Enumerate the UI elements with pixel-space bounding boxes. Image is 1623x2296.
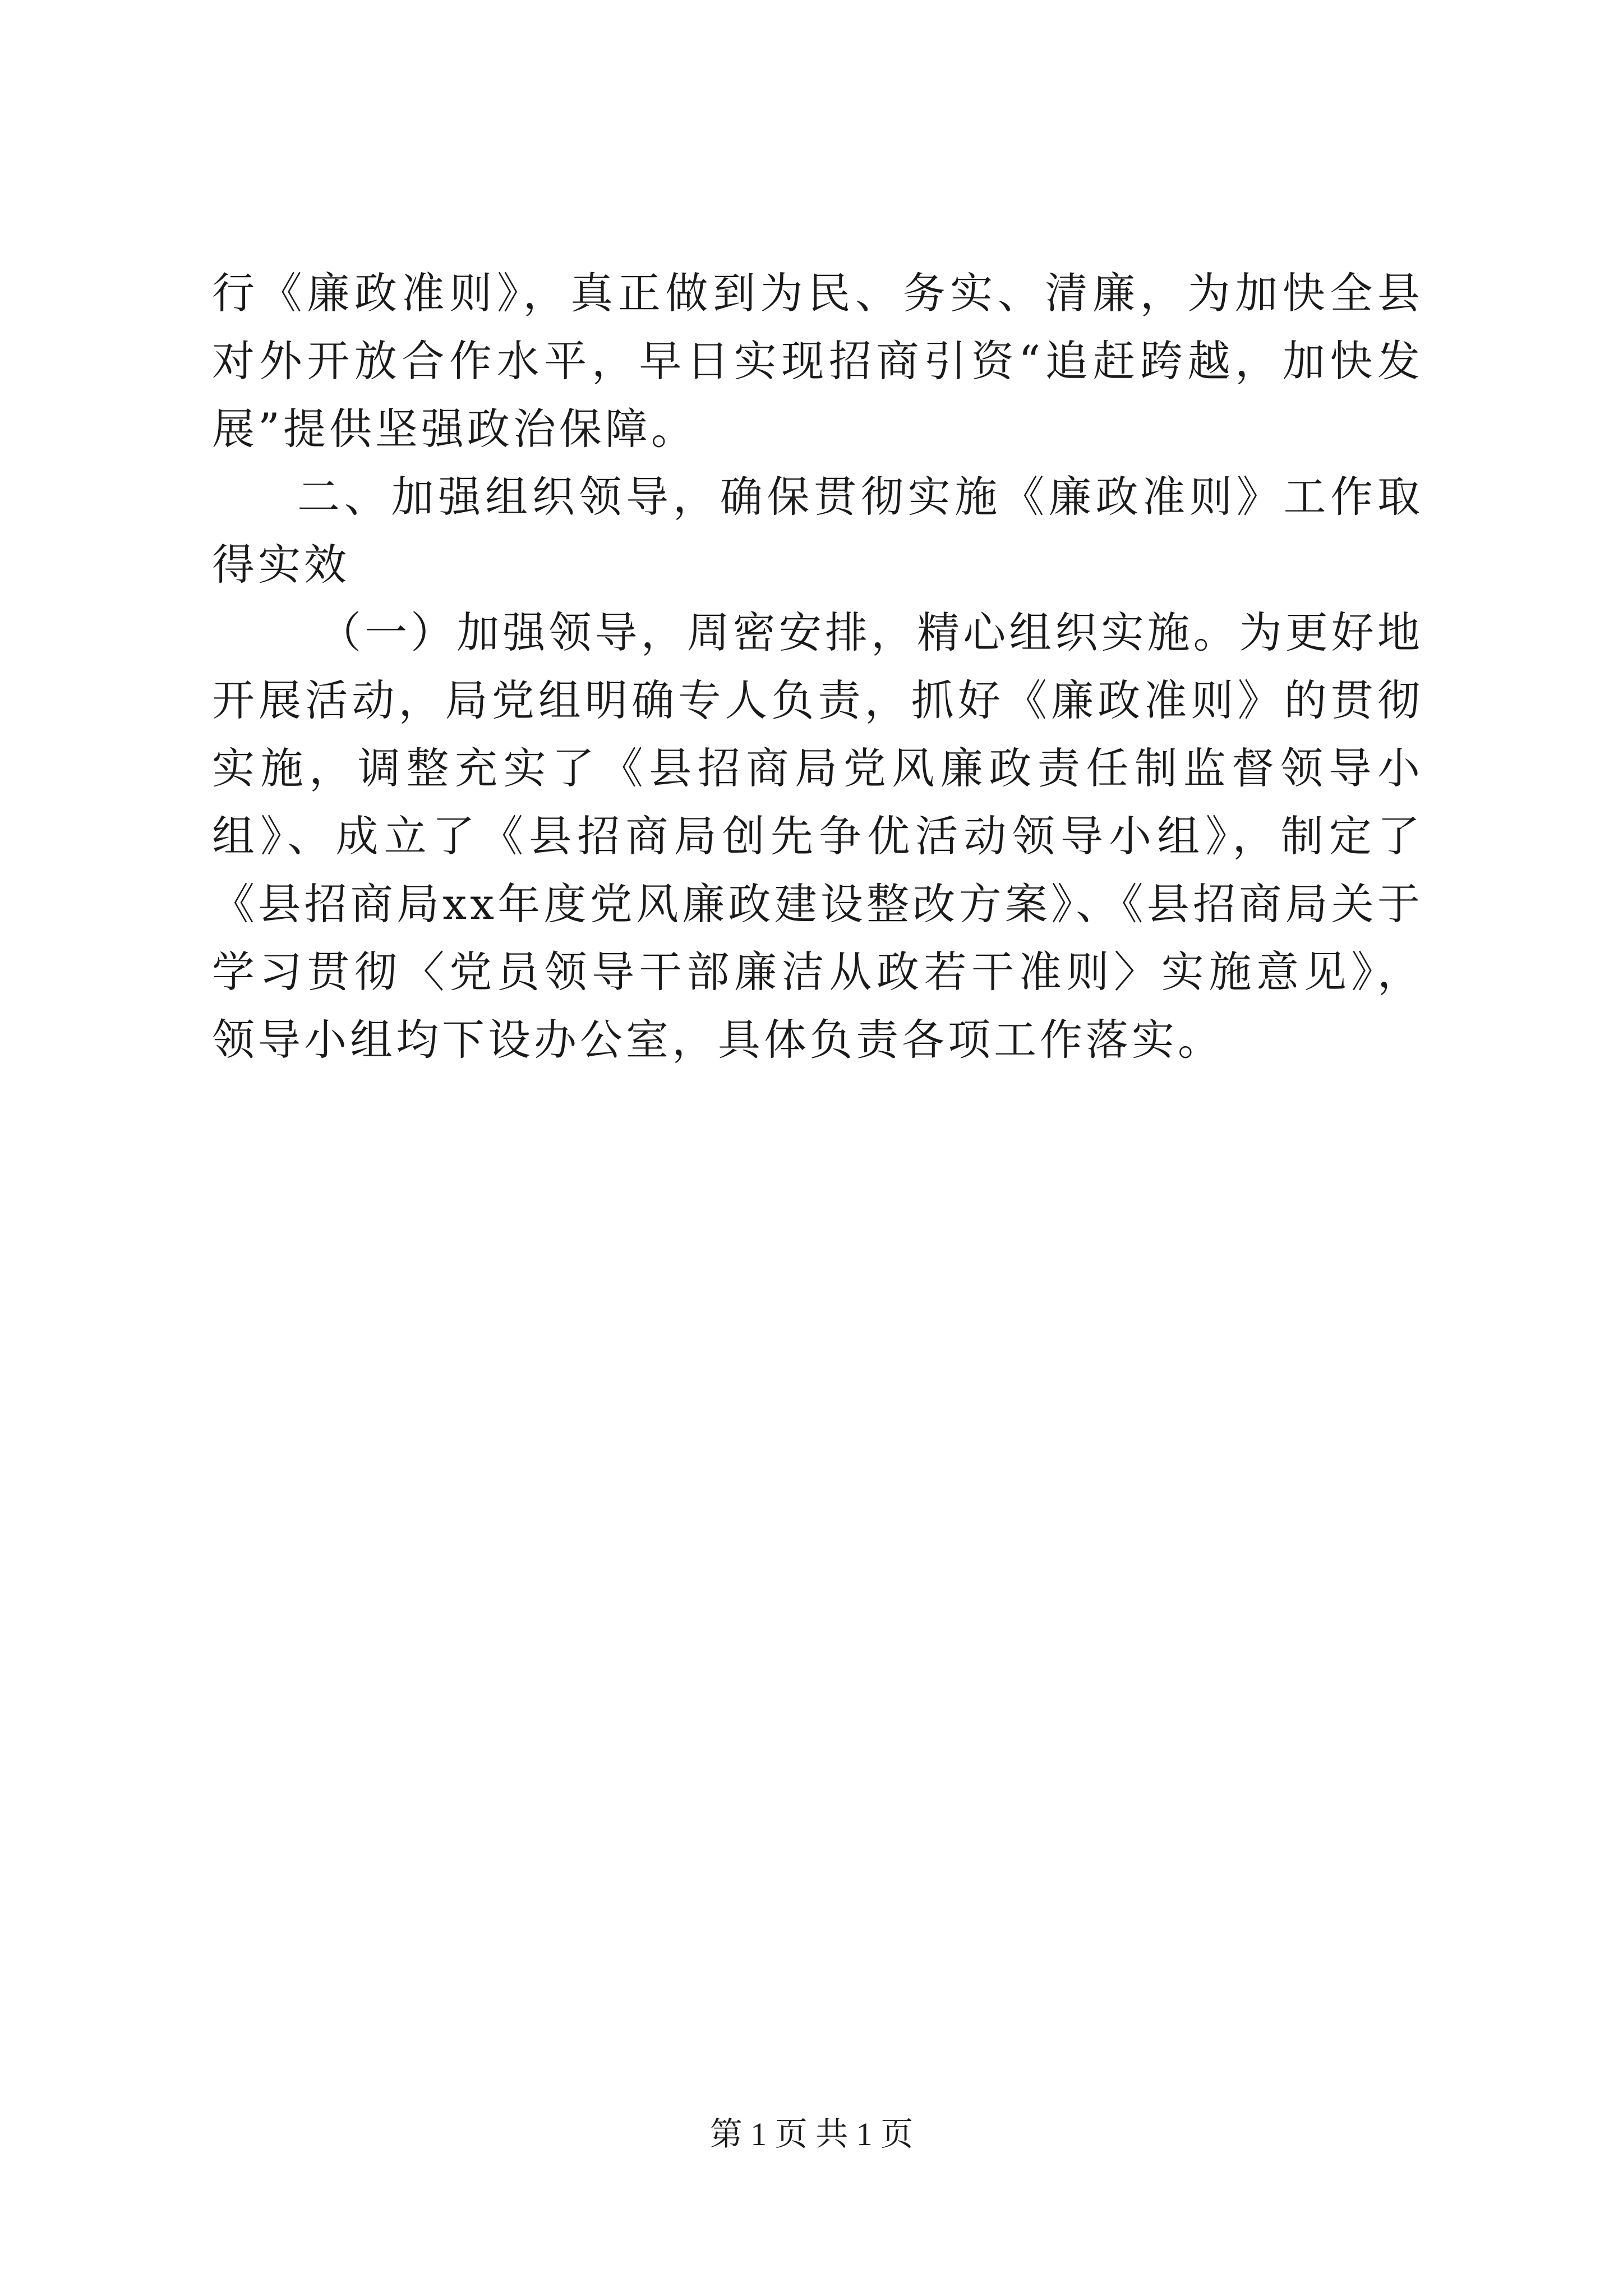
section-heading: 二、加强组织领导，确保贯彻实施《廉政准则》工作取得实效 bbox=[212, 472, 1423, 590]
page-footer: 第 1 页 共 1 页 bbox=[709, 2116, 914, 2152]
document-body bbox=[212, 259, 1423, 1074]
paragraph-subsection-1: （一）加强领导，周密安排，精心组织实施。为更好地开展活动，局党组明确专人负责，抓好《廉政准则》的贯彻实施，调整充实了《县招商局党风廉政责任制监督领导小组》、成立了《县招商局创先争优活动领导小组》，制定了《县招商局xx年度党风廉政建设整改方案》、《县招商局关于学习贯彻〈党员领导干部廉洁从政若干准则〉实施意见》，领导小组均下设办公室，具体负责各项工作落实。 bbox=[212, 608, 1423, 1065]
paragraph-continuation: 行《廉政准则》，真正做到为民、务实、清廉，为加快全县对外开放合作水平，早日实现招商引资“追赶跨越，加快发展”提供坚强政治保障。 bbox=[212, 268, 1423, 454]
